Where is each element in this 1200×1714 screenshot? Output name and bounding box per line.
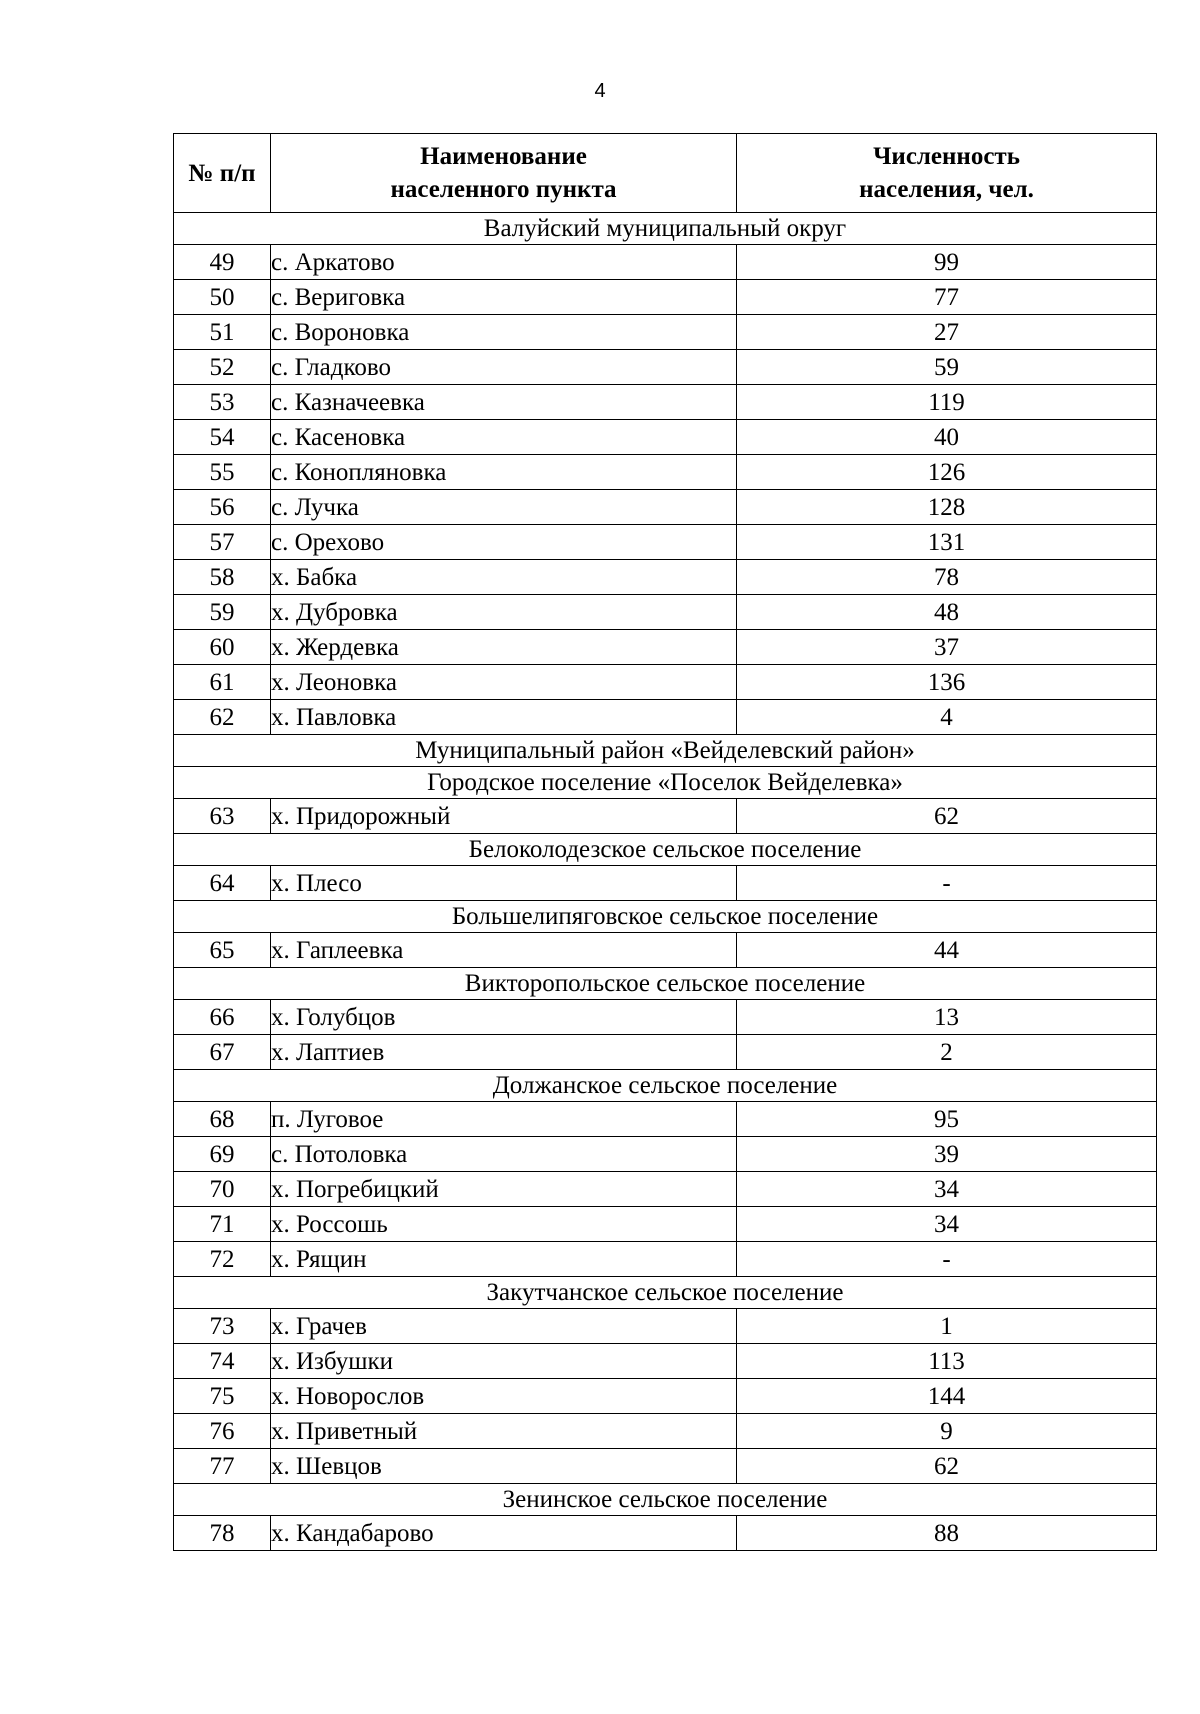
settlement-name: с. Коноплянoвка: [271, 455, 737, 490]
row-number: 71: [174, 1207, 271, 1242]
row-number: 78: [174, 1516, 271, 1551]
group-header-row: [174, 767, 1157, 799]
population-value: 27: [737, 315, 1157, 350]
row-number: 73: [174, 1309, 271, 1344]
table-row: [174, 1207, 1157, 1242]
header-name-line2: населенного пункта: [390, 176, 617, 203]
group-title: Закутчанское сельское поселение: [174, 1277, 1157, 1309]
row-number: 62: [174, 700, 271, 735]
group-title: Зенинское сельское поселение: [174, 1484, 1157, 1516]
population-value: 2: [737, 1035, 1157, 1070]
settlement-name: с. Аркатово: [271, 245, 737, 280]
table-body: [174, 213, 1157, 1551]
row-number: 49: [174, 245, 271, 280]
settlement-name: с. Лучка: [271, 490, 737, 525]
table-row: [174, 1309, 1157, 1344]
header-pop-line1: Численность: [873, 143, 1020, 170]
population-value: 34: [737, 1172, 1157, 1207]
row-number: 65: [174, 933, 271, 968]
population-table: [173, 133, 1157, 1551]
row-number: 50: [174, 280, 271, 315]
table-row: [174, 350, 1157, 385]
table-row: [174, 385, 1157, 420]
table-row: [174, 700, 1157, 735]
settlement-name: с. Касеновка: [271, 420, 737, 455]
settlement-name: х. Новорослов: [271, 1379, 737, 1414]
population-value: 119: [737, 385, 1157, 420]
header-population: [737, 134, 1157, 213]
table-row: [174, 420, 1157, 455]
settlement-name: х. Бабка: [271, 560, 737, 595]
group-title: Валуйский муниципальный округ: [174, 213, 1157, 245]
settlement-name: х. Голубцов: [271, 1000, 737, 1035]
population-value: 62: [737, 1449, 1157, 1484]
row-number: 52: [174, 350, 271, 385]
population-value: 44: [737, 933, 1157, 968]
group-title: Большелипяговское сельское поселение: [174, 901, 1157, 933]
settlement-name: х. Приветный: [271, 1414, 737, 1449]
group-header-row: [174, 1277, 1157, 1309]
table-row: [174, 1242, 1157, 1277]
row-number: 61: [174, 665, 271, 700]
row-number: 72: [174, 1242, 271, 1277]
population-value: -: [737, 866, 1157, 901]
population-value: 131: [737, 525, 1157, 560]
row-number: 66: [174, 1000, 271, 1035]
population-value: 77: [737, 280, 1157, 315]
population-value: 62: [737, 799, 1157, 834]
group-header-row: [174, 901, 1157, 933]
population-value: 40: [737, 420, 1157, 455]
settlement-name: х. Дубровка: [271, 595, 737, 630]
header-name-line1: Наименование: [420, 143, 587, 170]
header-name: [271, 134, 737, 213]
table-row: [174, 1000, 1157, 1035]
population-value: 99: [737, 245, 1157, 280]
settlement-name: с. Вериговка: [271, 280, 737, 315]
group-header-row: [174, 213, 1157, 245]
table-row: [174, 1414, 1157, 1449]
population-value: 128: [737, 490, 1157, 525]
settlement-name: х. Придорожный: [271, 799, 737, 834]
row-number: 56: [174, 490, 271, 525]
table-row: [174, 245, 1157, 280]
group-header-row: [174, 834, 1157, 866]
row-number: 74: [174, 1344, 271, 1379]
settlement-name: с. Орехово: [271, 525, 737, 560]
settlement-name: п. Луговое: [271, 1102, 737, 1137]
row-number: 59: [174, 595, 271, 630]
group-title: Викторопольское сельское поселение: [174, 968, 1157, 1000]
row-number: 69: [174, 1137, 271, 1172]
population-value: 37: [737, 630, 1157, 665]
row-number: 68: [174, 1102, 271, 1137]
population-value: 113: [737, 1344, 1157, 1379]
group-header-row: [174, 1484, 1157, 1516]
settlement-name: х. Гаплеевка: [271, 933, 737, 968]
population-value: 48: [737, 595, 1157, 630]
page-number: 4: [594, 80, 606, 102]
settlement-name: с. Казначеевка: [271, 385, 737, 420]
row-number: 76: [174, 1414, 271, 1449]
settlement-name: х. Избушки: [271, 1344, 737, 1379]
header-num: [174, 134, 271, 213]
table-row: [174, 1172, 1157, 1207]
settlement-name: с. Гладково: [271, 350, 737, 385]
table-row: [174, 525, 1157, 560]
row-number: 54: [174, 420, 271, 455]
table-row: [174, 630, 1157, 665]
table-row: [174, 1035, 1157, 1070]
table-row: [174, 1344, 1157, 1379]
table-row: [174, 799, 1157, 834]
table-row: [174, 1379, 1157, 1414]
table-row: [174, 1137, 1157, 1172]
table-row: [174, 1449, 1157, 1484]
settlement-name: х. Погребицкий: [271, 1172, 737, 1207]
population-value: 78: [737, 560, 1157, 595]
population-value: 144: [737, 1379, 1157, 1414]
settlement-name: х. Плесо: [271, 866, 737, 901]
population-value: 13: [737, 1000, 1157, 1035]
group-header-row: [174, 968, 1157, 1000]
table-row: [174, 595, 1157, 630]
population-value: 59: [737, 350, 1157, 385]
table-row: [174, 490, 1157, 525]
table-row: [174, 1102, 1157, 1137]
row-number: 55: [174, 455, 271, 490]
table-row: [174, 866, 1157, 901]
group-header-row: [174, 1070, 1157, 1102]
header-pop-line2: населения, чел.: [859, 176, 1034, 203]
population-value: 34: [737, 1207, 1157, 1242]
row-number: 75: [174, 1379, 271, 1414]
row-number: 63: [174, 799, 271, 834]
population-value: -: [737, 1242, 1157, 1277]
settlement-name: х. Жердевка: [271, 630, 737, 665]
settlement-name: х. Кандабарово: [271, 1516, 737, 1551]
table-row: [174, 560, 1157, 595]
row-number: 51: [174, 315, 271, 350]
population-value: 136: [737, 665, 1157, 700]
settlement-name: х. Павловка: [271, 700, 737, 735]
table-row: [174, 1516, 1157, 1551]
population-value: 4: [737, 700, 1157, 735]
group-title: Белоколодезское сельское поселение: [174, 834, 1157, 866]
row-number: 53: [174, 385, 271, 420]
settlement-name: х. Лаптиев: [271, 1035, 737, 1070]
row-number: 77: [174, 1449, 271, 1484]
header-num-label: № п/п: [188, 159, 256, 187]
row-number: 67: [174, 1035, 271, 1070]
settlement-name: с. Потоловка: [271, 1137, 737, 1172]
group-title: Городское поселение «Поселок Вейделевка»: [174, 767, 1157, 799]
table-row: [174, 665, 1157, 700]
population-value: 39: [737, 1137, 1157, 1172]
table-row: [174, 455, 1157, 490]
settlement-name: с. Вороновка: [271, 315, 737, 350]
settlement-name: х. Россошь: [271, 1207, 737, 1242]
settlement-name: х. Рящин: [271, 1242, 737, 1277]
settlement-name: х. Леоновка: [271, 665, 737, 700]
settlement-name: х. Шевцов: [271, 1449, 737, 1484]
population-value: 9: [737, 1414, 1157, 1449]
settlement-name: х. Грачев: [271, 1309, 737, 1344]
table-row: [174, 315, 1157, 350]
population-value: 95: [737, 1102, 1157, 1137]
row-number: 70: [174, 1172, 271, 1207]
group-title: Муниципальный район «Вейделевский район»: [174, 735, 1157, 767]
row-number: 57: [174, 525, 271, 560]
table-header-row: [174, 134, 1157, 213]
table-row: [174, 280, 1157, 315]
population-value: 1: [737, 1309, 1157, 1344]
row-number: 64: [174, 866, 271, 901]
group-header-row: [174, 735, 1157, 767]
population-value: 126: [737, 455, 1157, 490]
group-title: Должанское сельское поселение: [174, 1070, 1157, 1102]
row-number: 58: [174, 560, 271, 595]
population-value: 88: [737, 1516, 1157, 1551]
row-number: 60: [174, 630, 271, 665]
table-row: [174, 933, 1157, 968]
